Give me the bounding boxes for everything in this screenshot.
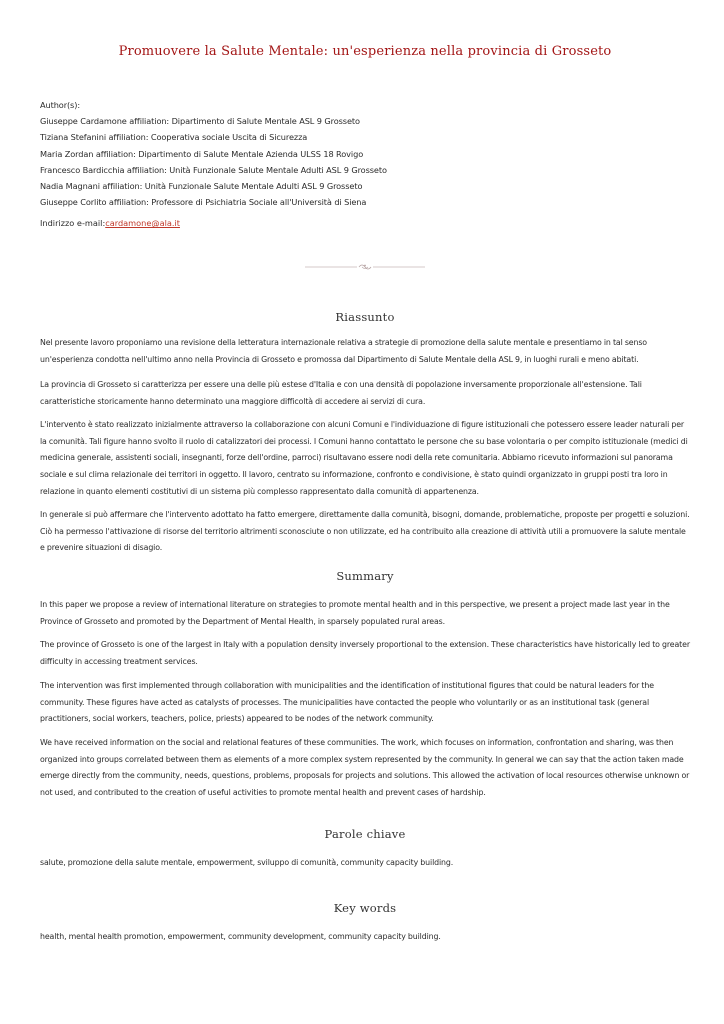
riassunto-paragraph: Nel presente lavoro proponiamo una revisione della letteratura internazionale relativa a strategie di promozione della salute mentale e presentiamo in tal senso un'esperienza condotta nell'ultimo anno nella Provincia di Grosseto e promossa dal Dipartimento di Salute Mentale della ASL 9, in luoghi rurali e meno abitati.: [40, 338, 647, 364]
email-row: [40, 216, 180, 230]
riassunto-paragraph: L'intervento è stato realizzato inizialmente attraverso la collaborazione con alcuni Comuni e l'individuazione di figure istituzionali che potessero essere leader naturali per la comunità. Tali figure hanno svolto il ruolo di catalizzatori dei processi. I Comuni hanno contattato le persone che su base volontaria o per compito istituzionale (medici di medicina generale, assistenti sociali, insegnanti, forze dell'ordine, parroci) risultavano essere nodi della rete comunitaria. Abbiamo ricevuto informazioni sul panorama sociale e sul clima relazionale dei territori in oggetto. Il lavoro, centrato su informazione, confronto e condivisione, è stato quindi organizzato in gruppi posti tra loro in relazione in quanto elementi costitutivi di un sistema più complesso rappresentato dalla comunità di appartenenza.: [40, 420, 688, 496]
email-label: Indirizzo e-mail:: [40, 218, 106, 228]
summary-heading: Summary: [336, 569, 394, 583]
parole-chiave-heading: Parole chiave: [324, 827, 406, 841]
ornament-divider: [305, 261, 425, 273]
summary-paragraph: We have received information on the social and relational features of these communities. The work, which focuses on information, confrontation and sharing, was then organized into groups correlated between them as elements of a more complex system represented by the community. In general we can say that the action taken made emerge directly from the community, needs, questions, problems, proposals for projects and solutions. This allowed the activation of local resources otherwise unknown or not used, and contributed to the creation of useful activities to promote mental health and prevent cases of hardship.: [40, 738, 690, 798]
article-title: Promuovere la Salute Mentale: un'esperienza nella provincia di Grosseto: [118, 44, 612, 59]
author-line: Nadia Magnani affiliation: Unità Funzionale Salute Mentale Adulti ASL 9 Grosseto: [40, 181, 363, 192]
riassunto-paragraph: La provincia di Grosseto si caratterizza per essere una delle più estese d'Italia e con una densità di popolazione inversamente proporzionale all'estensione. Tali caratteristiche storicamente hanno determinato una maggiore difficoltà di accedere ai servizi di cura.: [40, 380, 642, 406]
author-line: Giuseppe Cardamone affiliation: Dipartimento di Salute Mentale ASL 9 Grosseto: [40, 116, 360, 127]
key-words-text: health, mental health promotion, empowerment, community development, community capacity building.: [40, 932, 441, 941]
summary-paragraph: In this paper we propose a review of international literature on strategies to promote mental health and in this perspective, we present a project made last year in the Province of Grosseto and promoted by the Department of Mental Health, in sparsely populated rural areas.: [40, 600, 670, 626]
author-line: Giuseppe Corlito affiliation: Professore di Psichiatria Sociale all'Università di Siena: [40, 197, 367, 208]
author-line: Francesco Bardicchia affiliation: Unità Funzionale Salute Mentale Adulti ASL 9 Grosseto: [40, 164, 387, 175]
summary-paragraph: The intervention was first implemented through collaboration with municipalities and the identification of institutional figures that could be natural leaders for the community. These figures have acted as catalysts of processes. The municipalities have contacted the people who voluntarily or as an institutional task (general practitioners, social workers, teachers, police, priests) appeared to be nodes of the network community.: [40, 681, 654, 724]
summary-paragraph: The province of Grosseto is one of the largest in Italy with a population density inversely proportional to the extension. These characteristics have historically led to greater difficulty in accessing treatment services.: [40, 640, 690, 666]
key-words-heading: Key words: [333, 901, 397, 915]
parole-chiave-text: salute, promozione della salute mentale, empowerment, sviluppo di comunità, community capacity building.: [40, 858, 454, 867]
authors-block: [40, 97, 690, 210]
author-line: Maria Zordan affiliation: Dipartimento di Salute Mentale Azienda ULSS 18 Rovigo: [40, 148, 364, 159]
riassunto-heading: Riassunto: [335, 310, 395, 324]
riassunto-paragraph: In generale si può affermare che l'intervento adottato ha fatto emergere, direttamente dalla comunità, bisogni, domande, problematiche, proposte per progetti e soluzioni. Ciò ha permesso l'attivazione di risorse del territorio altrimenti sconosciute o non utilizzate, ed ha contribuito alla creazione di attività utili a promuovere la salute mentale e prevenire situazioni di disagio.: [40, 510, 690, 553]
email-link[interactable]: cardamone@ala.it: [105, 218, 180, 228]
authors-label: Author(s):: [40, 100, 80, 110]
author-line: Tiziana Stefanini affiliation: Cooperativa sociale Uscita di Sicurezza: [40, 132, 308, 143]
